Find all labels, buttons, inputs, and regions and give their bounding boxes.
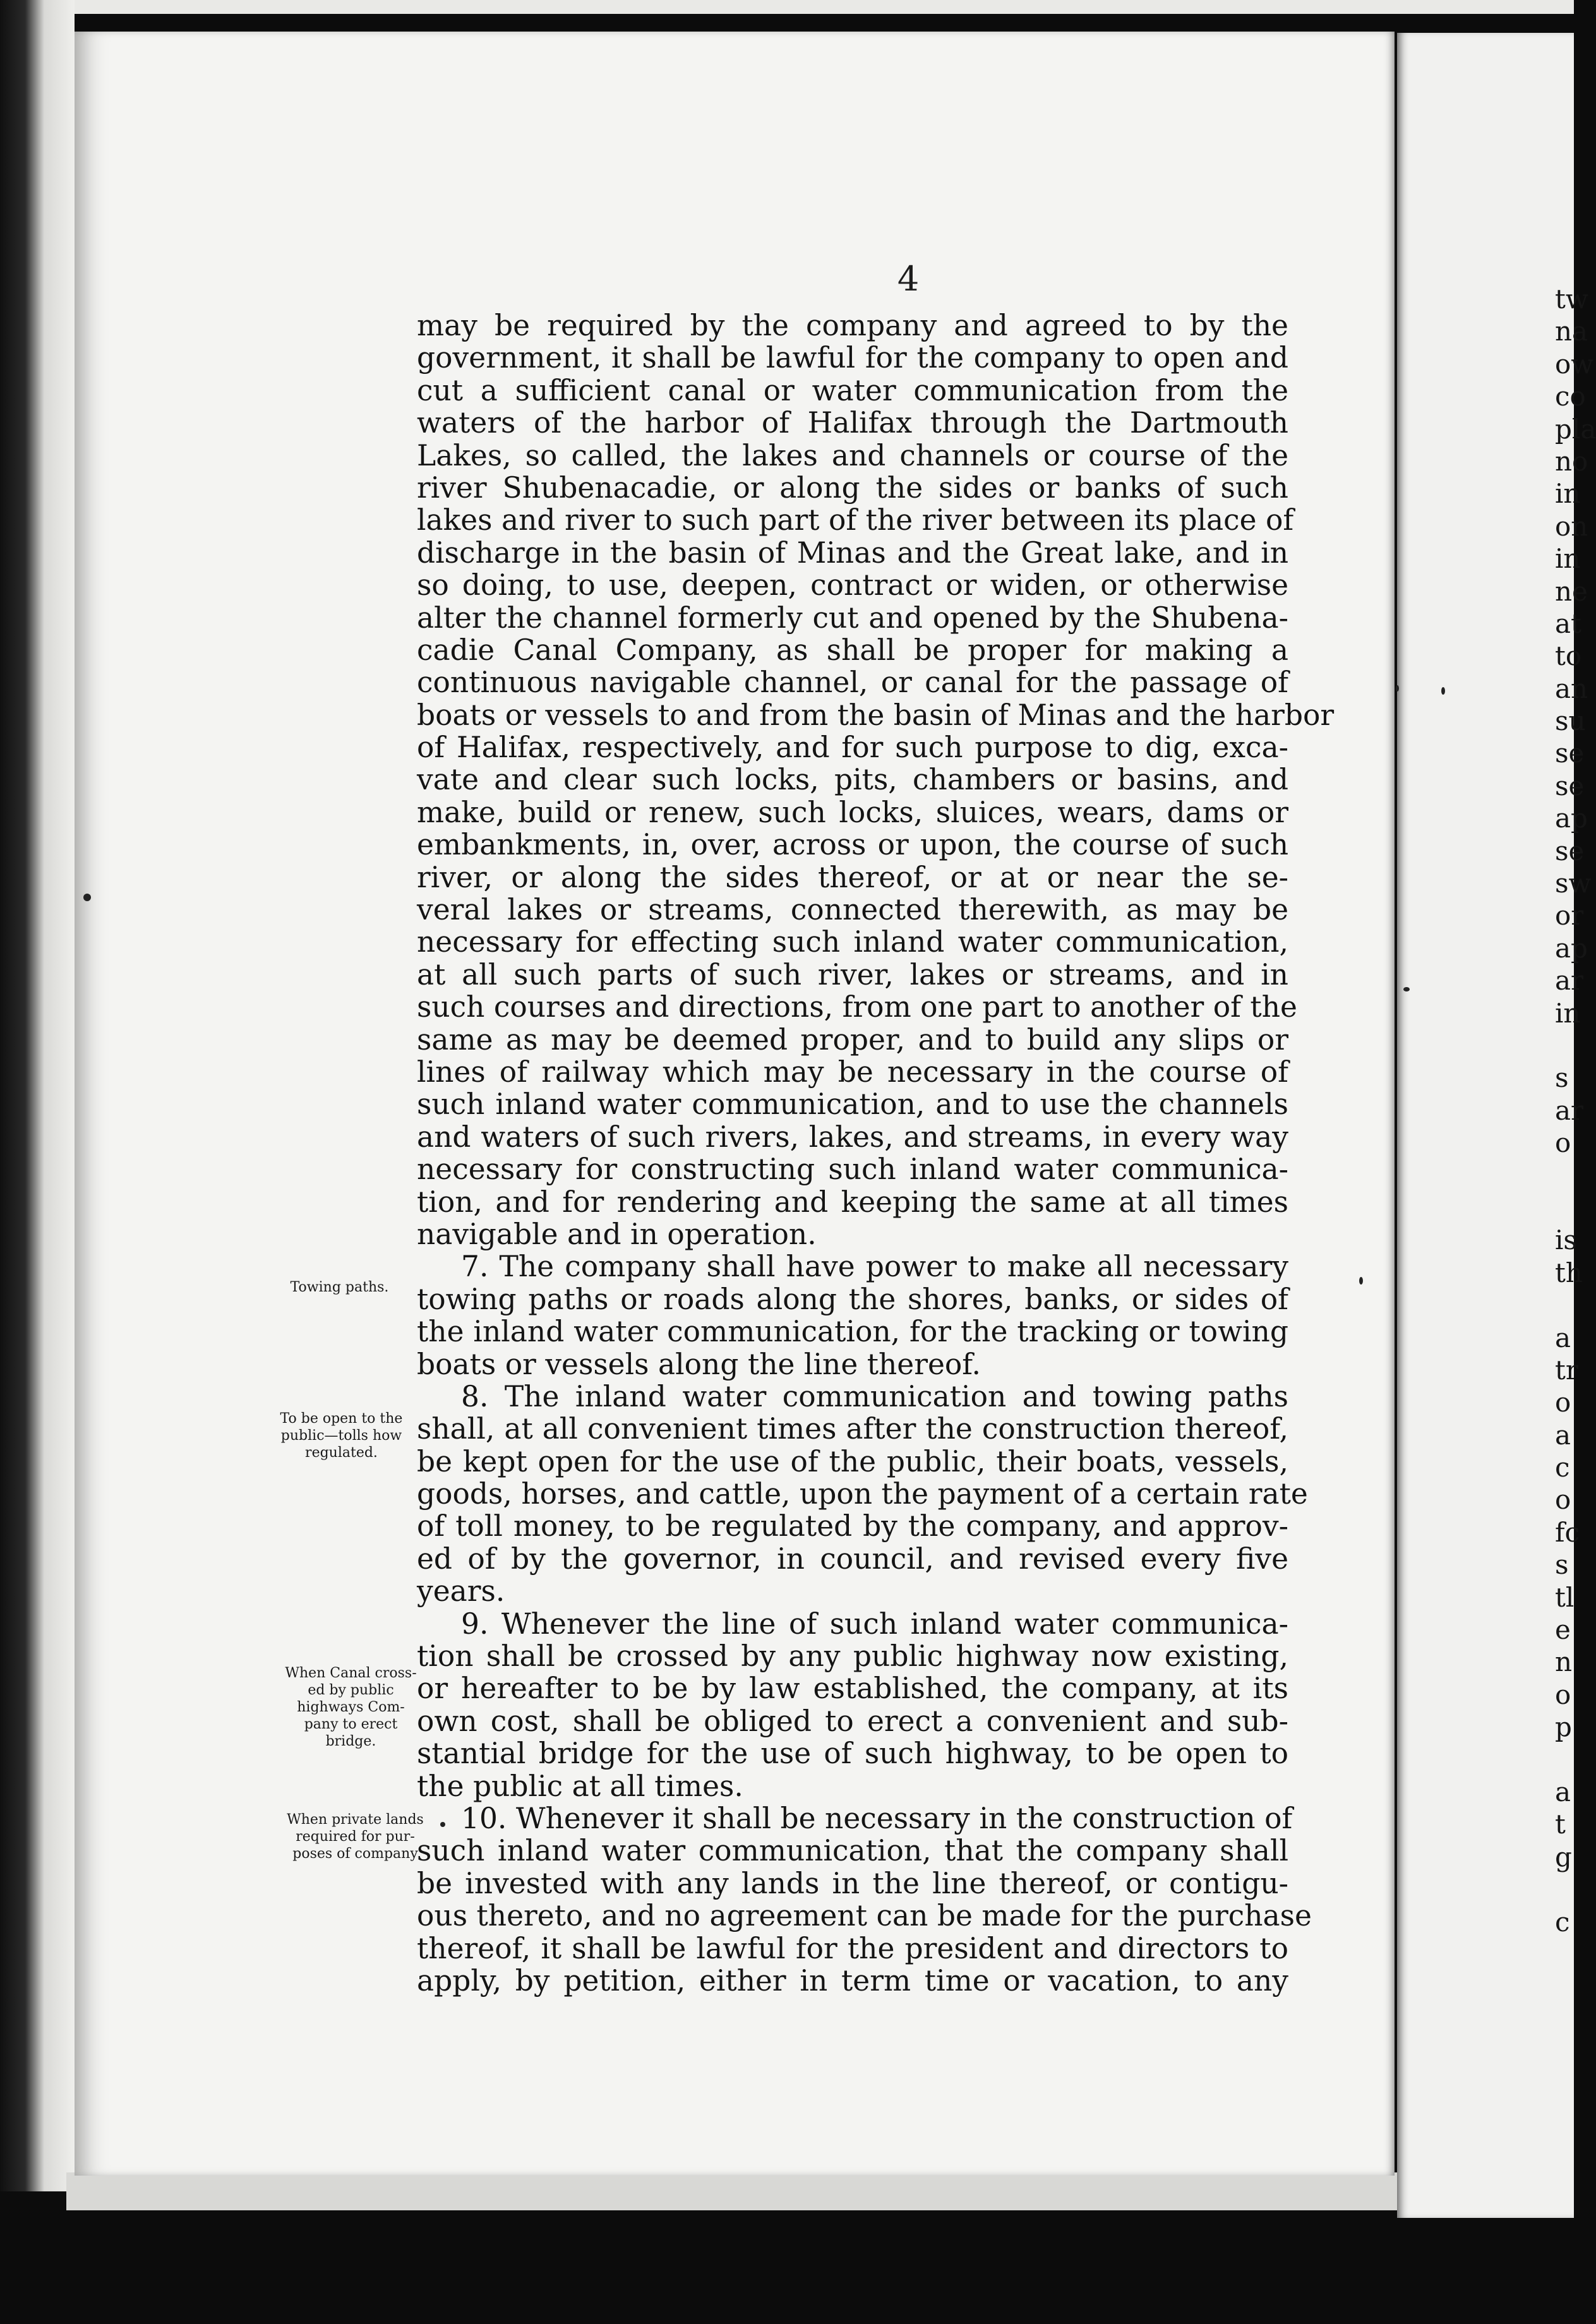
text-line: navigable and in operation. bbox=[417, 1217, 817, 1251]
text-line: river Shubenacadie, or along the sides or banks of such bbox=[417, 470, 1288, 505]
fragment: or bbox=[1555, 900, 1584, 931]
margin-note-line: public—tolls how bbox=[280, 1428, 402, 1444]
text-line: alter the channel formerly cut and opened by the Shubena- bbox=[417, 601, 1288, 635]
margin-note-towing-paths bbox=[253, 1279, 426, 1296]
fragment: fc bbox=[1555, 1516, 1580, 1548]
fragment: se bbox=[1555, 738, 1585, 769]
margin-note-line: bridge. bbox=[325, 1734, 376, 1749]
fragment: tw bbox=[1555, 284, 1588, 314]
text-line: waters of the harbor of Halifax through the Dartmouth bbox=[417, 406, 1288, 440]
fragment: c bbox=[1555, 1906, 1570, 1938]
text-line: goods, horses, and cattle, upon the payment of a certain rate bbox=[417, 1477, 1308, 1511]
text-line: such courses and directions, from one part to another of the bbox=[417, 990, 1297, 1024]
fragment: s bbox=[1555, 1549, 1569, 1581]
fragment: in bbox=[1555, 997, 1581, 1029]
fragment: tl bbox=[1555, 1581, 1575, 1613]
fragment: n bbox=[1555, 1646, 1573, 1678]
margin-note-line: ed by public bbox=[308, 1682, 394, 1698]
margin-note-canal-crossed bbox=[264, 1665, 438, 1750]
scan-speck bbox=[1441, 687, 1445, 695]
facing-page-text bbox=[1555, 283, 1596, 1938]
margin-note-line: regulated. bbox=[305, 1445, 378, 1461]
fragment: pla bbox=[1555, 413, 1596, 445]
text-line: embankments, in, over, across or upon, the course of such bbox=[417, 828, 1288, 862]
scan-speck bbox=[1359, 1277, 1363, 1285]
scan-speck bbox=[440, 1822, 445, 1827]
text-line: such inland water communication, and to use the channels bbox=[417, 1087, 1288, 1122]
fragment: o bbox=[1555, 1484, 1571, 1516]
text-line: river, or along the sides thereof, or at or near the se- bbox=[417, 860, 1288, 894]
section-9-start: 9. Whenever the line of such inland water communica- bbox=[461, 1607, 1288, 1641]
text-line: cut a sufficient canal or water communication from the bbox=[417, 373, 1288, 407]
text-line: ous thereto, and no agreement can be made for the purchase bbox=[417, 1899, 1312, 1933]
scan-speck bbox=[83, 894, 91, 901]
scan-top-edge bbox=[0, 0, 1574, 14]
text-line: of toll money, to be regulated by the company, and approv- bbox=[417, 1509, 1288, 1543]
fragment: is bbox=[1555, 1225, 1577, 1256]
fragment: g bbox=[1555, 1841, 1572, 1872]
text-line: be invested with any lands in the line thereof, or contigu- bbox=[417, 1866, 1288, 1900]
text-line: and waters of such rivers, lakes, and streams, in every way bbox=[417, 1120, 1288, 1154]
margin-note-open-to-public bbox=[255, 1410, 428, 1461]
text-line: lines of railway which may be necessary in the course of bbox=[417, 1055, 1288, 1089]
text-line: such inland water communication, that the company shall bbox=[417, 1834, 1288, 1868]
fragment: s bbox=[1555, 1062, 1569, 1094]
text-line: Lakes, so called, the lakes and channels or course of the bbox=[417, 438, 1288, 472]
fragment: na bbox=[1555, 316, 1588, 347]
text-line: of Halifax, respectively, and for such purpose to dig, exca- bbox=[417, 731, 1288, 765]
text-line: tion, and for rendering and keeping the same at all times bbox=[417, 1185, 1288, 1219]
text-line: cadie Canal Company, as shall be proper for making a bbox=[417, 633, 1288, 667]
fragment: t bbox=[1555, 1809, 1566, 1840]
fragment bbox=[1555, 1289, 1574, 1321]
text-line: stantial bridge for the use of such highway, to be open to bbox=[417, 1737, 1288, 1771]
page-number: 4 bbox=[897, 259, 920, 299]
fragment: ar bbox=[1555, 1094, 1584, 1126]
fragment: o bbox=[1555, 1127, 1571, 1159]
fragment: in bbox=[1555, 543, 1581, 575]
margin-note-private-lands bbox=[268, 1811, 442, 1862]
fragment bbox=[1555, 1873, 1574, 1905]
scan-speck bbox=[1403, 987, 1410, 991]
margin-note-line: required for pur- bbox=[296, 1829, 415, 1845]
section-8-start: 8. The inland water communication and towing paths bbox=[461, 1379, 1288, 1413]
page-bottom-shadow bbox=[66, 2172, 1399, 2210]
text-line: at all such parts of such river, lakes or streams, and in bbox=[417, 957, 1288, 991]
fragment bbox=[1555, 1192, 1574, 1224]
fragment: tr bbox=[1555, 1354, 1578, 1386]
text-line: may be required by the company and agreed to by the bbox=[417, 309, 1288, 342]
text-line: veral lakes or streams, connected therewith, as may be bbox=[417, 893, 1288, 927]
text-line: own cost, shall be obliged to erect a convenient and sub- bbox=[417, 1704, 1288, 1738]
fragment: to bbox=[1555, 640, 1582, 672]
fragment: a bbox=[1555, 1419, 1571, 1451]
text-line: shall, at all convenient times after the construction thereof, bbox=[417, 1412, 1288, 1446]
text-line: towing paths or roads along the shores, banks, or sides of bbox=[417, 1282, 1288, 1316]
fragment: ow bbox=[1555, 348, 1594, 380]
fragment: at bbox=[1555, 608, 1581, 639]
text-line: lakes and river to such part of the river between its place of bbox=[417, 503, 1294, 537]
text-line: or hereafter to be by law established, the company, at its bbox=[417, 1672, 1288, 1706]
fragment bbox=[1555, 1159, 1574, 1192]
text-line: be kept open for the use of the public, their boats, vessels, bbox=[417, 1444, 1288, 1478]
margin-note-line: When Canal cross- bbox=[285, 1665, 417, 1681]
text-line: the inland water communication, for the tracking or towing bbox=[417, 1315, 1288, 1349]
margin-note-line: highways Com- bbox=[297, 1699, 405, 1715]
fragment: c bbox=[1555, 1452, 1570, 1483]
margin-note-line: poses of company bbox=[292, 1846, 418, 1862]
scan-left-edge bbox=[0, 0, 75, 2191]
fragment: an bbox=[1555, 673, 1588, 704]
fragment: ar bbox=[1555, 965, 1584, 997]
text-line: boats or vessels along the line thereof. bbox=[417, 1347, 981, 1381]
fragment: co bbox=[1555, 381, 1586, 412]
text-line: continuous navigable channel, or canal for the passage of bbox=[417, 666, 1288, 700]
fragment bbox=[1555, 1029, 1574, 1062]
margin-note-line: When private lands bbox=[287, 1812, 424, 1828]
text-line: years. bbox=[417, 1574, 505, 1608]
fragment: sw bbox=[1555, 868, 1592, 899]
text-line: discharge in the basin of Minas and the Great lake, and in bbox=[417, 536, 1288, 570]
text-line: make, build or renew, such locks, sluices, wears, dams or bbox=[417, 795, 1288, 829]
fragment: th bbox=[1555, 1257, 1583, 1288]
text-line: thereof, it shall be lawful for the president and directors to bbox=[417, 1931, 1288, 1965]
fragment: a bbox=[1555, 1322, 1571, 1353]
text-line: so doing, to use, deepen, contract or widen, or otherwise bbox=[417, 568, 1288, 602]
fragment: ne bbox=[1555, 575, 1588, 607]
text-line: vate and clear such locks, pits, chambers or basins, and bbox=[417, 763, 1288, 797]
fragment: se bbox=[1555, 770, 1585, 801]
fragment bbox=[1555, 1744, 1574, 1776]
fragment: on bbox=[1555, 510, 1588, 542]
margin-note-line: Towing paths. bbox=[290, 1279, 389, 1295]
fragment: in bbox=[1555, 478, 1581, 510]
text-line: necessary for effecting such inland water communication, bbox=[417, 925, 1288, 959]
fragment: no bbox=[1555, 445, 1588, 477]
fragment: su bbox=[1555, 705, 1586, 737]
fragment: ap bbox=[1555, 932, 1588, 964]
fragment: o bbox=[1555, 1679, 1571, 1710]
fragment: p bbox=[1555, 1711, 1572, 1743]
fragment: o bbox=[1555, 1387, 1571, 1418]
section-7-start: 7. The company shall have power to make all necessary bbox=[461, 1250, 1288, 1284]
text-line: the public at all times. bbox=[417, 1769, 743, 1803]
text-line: same as may be deemed proper, and to build any slips or bbox=[417, 1022, 1288, 1057]
fragment: ap bbox=[1555, 803, 1588, 834]
text-line: boats or vessels to and from the basin of Minas and the harbor bbox=[417, 698, 1335, 732]
fragment: e bbox=[1555, 1614, 1571, 1646]
text-line: necessary for constructing such inland water communica- bbox=[417, 1153, 1288, 1187]
text-line: ed of by the governor, in council, and revised every five bbox=[417, 1542, 1288, 1576]
text-line: apply, by petition, either in term time or vacation, to any bbox=[417, 1963, 1288, 1998]
margin-note-line: pany to erect bbox=[304, 1716, 398, 1732]
section-10-start: 10. Whenever it shall be necessary in the construction of bbox=[461, 1801, 1293, 1835]
margin-note-line: To be open to the bbox=[280, 1411, 403, 1427]
fragment: se bbox=[1555, 835, 1585, 866]
text-line: government, it shall be lawful for the company to open and bbox=[417, 341, 1288, 375]
text-line: tion shall be crossed by any public highway now existing, bbox=[417, 1639, 1288, 1674]
fragment: a bbox=[1555, 1776, 1571, 1807]
body-text bbox=[417, 309, 1335, 1998]
scan-speck bbox=[1396, 685, 1399, 692]
